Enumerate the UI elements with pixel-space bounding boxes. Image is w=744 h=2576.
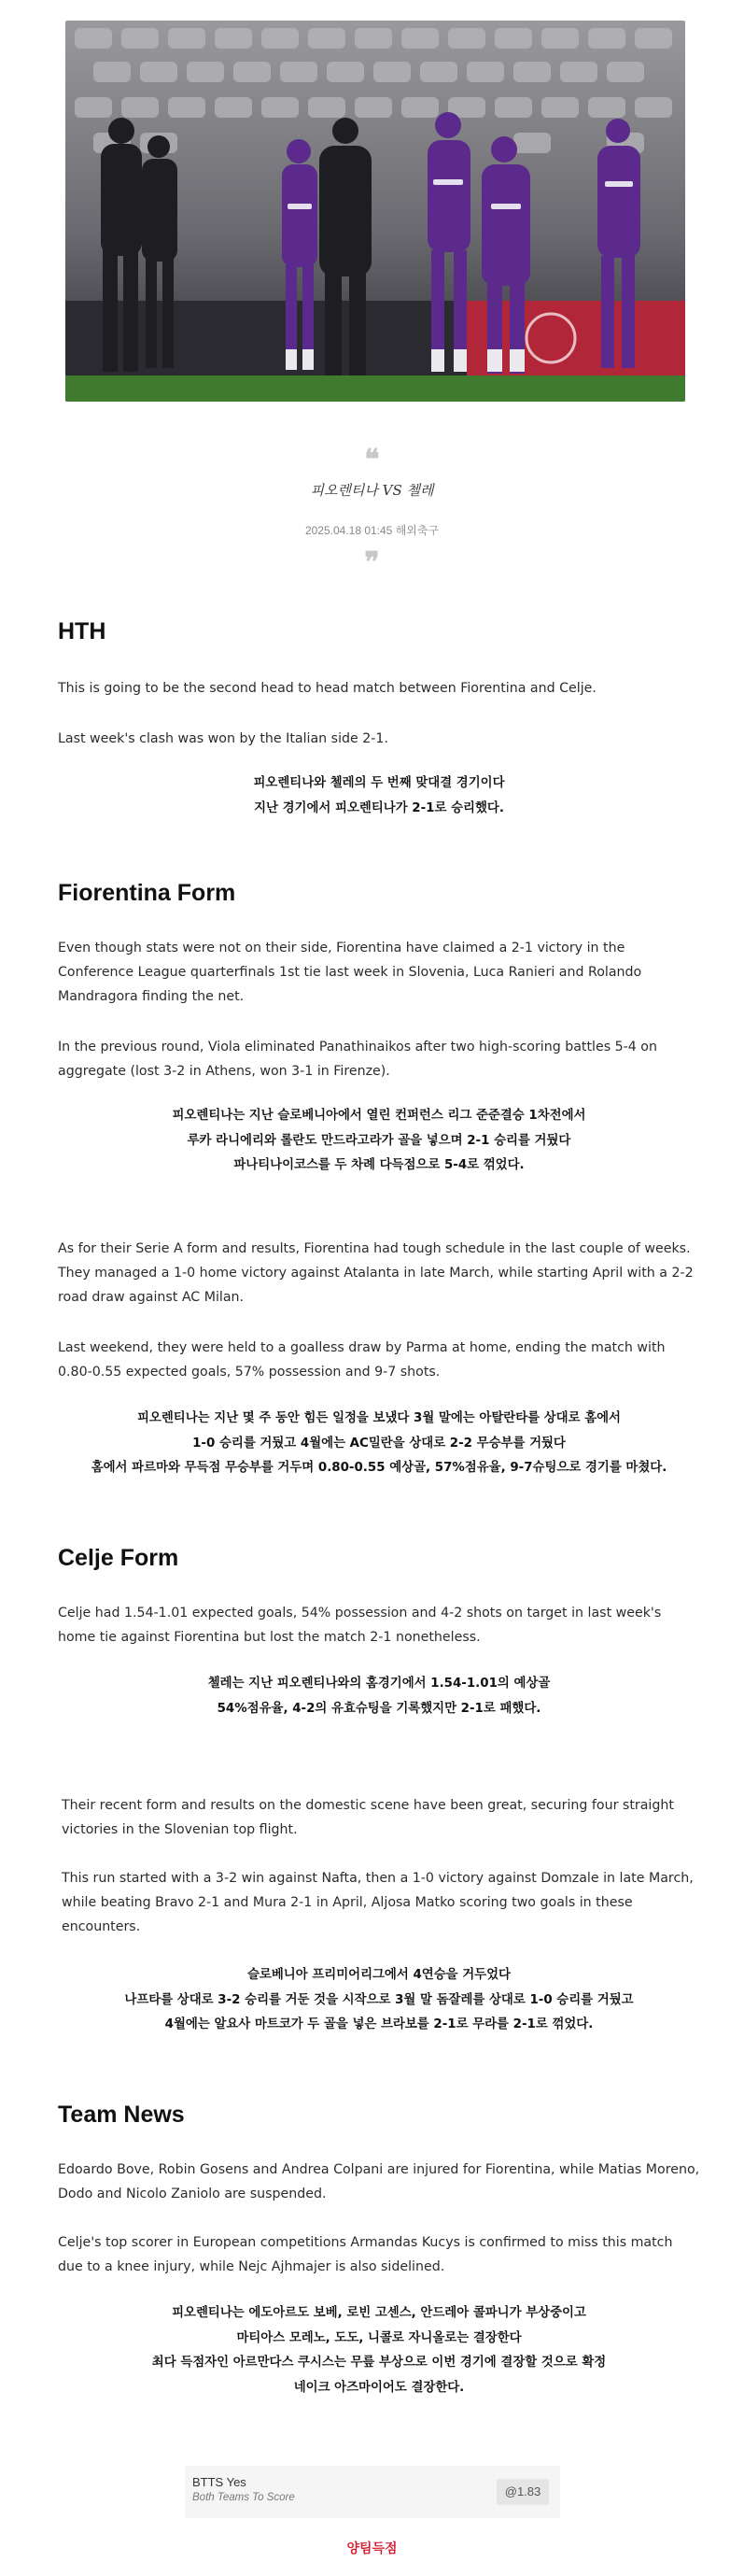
korean-line: 나프타를 상대로 3-2 승리를 거둔 것을 시작으로 3월 말 돔잘레를 상대로 1-0 승리를 거뒀고 [124,1992,634,2007]
section-heading: HTH [58,618,106,644]
korean-line: 피오렌티나는 에도아르도 보베, 로빈 고센스, 안드레아 콜파니가 부상중이고 [172,2306,586,2320]
close-quote-icon: ❞ [364,546,380,579]
section-fiorentina-form [58,880,700,907]
paragraph: In the previous round, Viola eliminated Panathinaikos after two high-scoring battles 5-4 on aggregate (lost 3-2 in Athens, won 3-1 in Firenze). [58,1040,657,1079]
paragraph: Celje's top scorer in European competitions Armandas Kucys is confirmed to miss this match due to a knee injury, while Nejc Ajhmajer is also sidelined. [58,2235,673,2274]
korean-line: 마티아스 모레노, 도도, 니콜로 자니올로는 결장한다 [236,2330,522,2345]
korean-line: 홈에서 파르마와 무득점 무승부를 거두며 0.80-0.55 예상골, 57%점유율, 9-7슈팅으로 경기를 마쳤다. [91,1461,667,1475]
korean-line: 지난 경기에서 피오렌티나가 2-1로 승리했다. [254,800,504,815]
fiorentina-korean-1 [58,1104,700,1179]
section-heading: Team News [58,2102,185,2128]
paragraph: Their recent form and results on the domestic scene have been great, securing four straight victories in the Slovenian top flight. [62,1798,674,1837]
celje-p3-wrap [62,1866,704,1939]
korean-line: 54%점유율, 4-2의 유효슈팅을 기록했지만 2-1로 패했다. [217,1701,541,1716]
fiorentina-p1-wrap [58,936,700,1009]
korean-line: 최다 득점자인 아르만다스 쿠시스는 무릎 부상으로 이번 경기에 결장할 것으로 확정 [151,2356,607,2370]
section-hth [58,618,700,645]
fiorentina-p2-wrap [58,1035,700,1083]
paragraph: Last weekend, they were held to a goalless draw by Parma at home, ending the match with 0.80-0.55 expected goals, 57% possession and 9-7 shots. [58,1340,666,1380]
paragraph: As for their Serie A form and results, Fiorentina had tough schedule in the last couple of weeks. They managed a 1-0 home victory against Atalanta in late March, while starting April with a 2-2 road draw against AC Milan. [58,1241,694,1305]
paragraph: Edoardo Bove, Robin Gosens and Andrea Colpani are injured for Fiorentina, while Matias Moreno, Dodo and Nicolo Zaniolo are suspended. [58,2162,700,2201]
paragraph: Even though stats were not on their side, Fiorentina have claimed a 2-1 victory in the Conference League quarterfinals 1st tie last week in Slovenia, Luca Ranieri and Rolando Mandragora finding the net. [58,941,642,1004]
paragraph: This run started with a 3-2 win against Nafta, then a 1-0 victory against Domzale in late March, while beating Bravo 2-1 and Mura 2-1 in April, Aljosa Matko scoring two goals in these encounters. [62,1871,694,1934]
odds-pick-card[interactable] [185,2466,560,2518]
odds-market-name: BTTS Yes [192,2475,246,2489]
paragraph: This is going to be the second head to head match between Fiorentina and Celje. [58,681,597,696]
fiorentina-p4-wrap [58,1336,700,1384]
hero-photo [65,21,685,402]
team-news-p1-wrap [58,2158,700,2206]
korean-line: 루카 라니에리와 롤란도 만드라고라가 골을 넣으며 2-1 승리를 거뒀다 [187,1133,571,1148]
celje-korean-2 [58,1963,700,2038]
celje-korean-1 [58,1672,700,1721]
team-news-p2-wrap [58,2230,700,2279]
korean-line: 네이크 아즈마이어도 결장한다. [293,2380,465,2395]
post-header [0,444,744,579]
section-heading: Celje Form [58,1545,179,1571]
korean-line: 파나티나이코스를 두 차례 다득점으로 5-4로 꺾었다. [233,1158,525,1172]
post-title: 피오렌티나 VS 첼레 [310,482,434,499]
fiorentina-p3-wrap [58,1237,700,1309]
post-meta: 2025.04.18 01:45 해외축구 [304,524,440,537]
odds-market-description: Both Teams To Score [192,2492,295,2503]
section-team-news [58,2102,700,2129]
odds-price-button[interactable]: @1.83 [497,2479,549,2505]
paragraph: Last week's clash was won by the Italian side 2-1. [58,731,388,746]
btts-link[interactable]: 양팀득점 [346,2541,398,2556]
fiorentina-korean-2 [58,1407,700,1481]
korean-line: 피오렌티나와 첼레의 두 번째 맞대결 경기이다 [253,776,505,790]
hth-korean [58,771,700,821]
paragraph: Celje had 1.54-1.01 expected goals, 54% possession and 4-2 shots on target in last week's home tie against Fiorentina but lost the match 2-1 nonetheless. [58,1606,662,1645]
section-heading: Fiorentina Form [58,880,236,906]
korean-line: 피오렌티나는 지난 슬로베니아에서 열린 컨퍼런스 리그 준준결승 1차전에서 [172,1109,586,1123]
korean-line: 슬로베니아 프리미어리그에서 4연승을 거두었다 [246,1968,511,1982]
korean-line: 4월에는 알요사 마트코가 두 골을 넣은 브라보를 2-1로 무라를 2-1로 꺾었다. [164,2017,594,2031]
korean-line: 첼레는 지난 피오렌티나와의 홈경기에서 1.54-1.01의 예상골 [207,1677,551,1691]
team-news-korean [58,2301,700,2400]
korean-line: 피오렌티나는 지난 몇 주 동안 힘든 일정을 보냈다 3월 말에는 아탈란타를 상대로 홈에서 [137,1411,621,1425]
hth-paragraphs [58,676,700,701]
celje-p2-wrap [62,1793,704,1842]
section-celje-form [58,1545,700,1572]
hth-paragraph-2-wrap [58,727,700,751]
celje-p1-wrap [58,1601,700,1649]
open-quote-icon: ❝ [364,444,380,476]
korean-line: 1-0 승리를 거뒀고 4월에는 AC밀란을 상대로 2-2 무승부를 거뒀다 [192,1436,566,1451]
